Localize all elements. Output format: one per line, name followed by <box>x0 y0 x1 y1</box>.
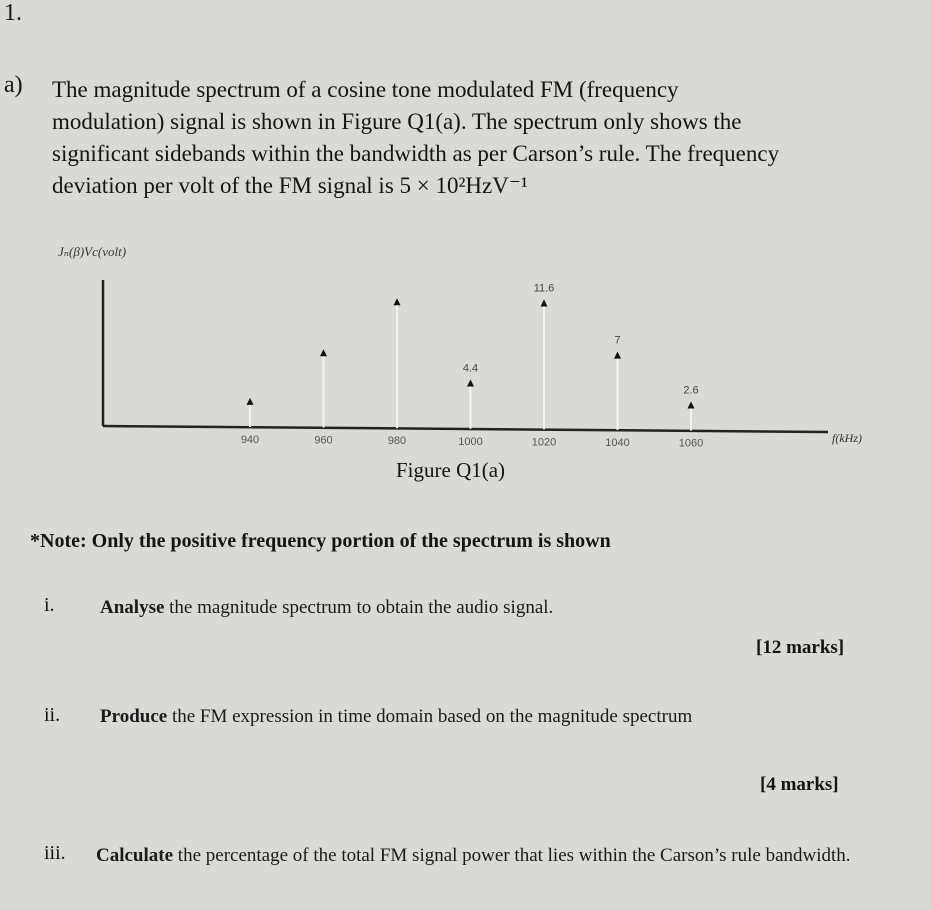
data-label: 2.6 <box>683 384 699 397</box>
subpart-marks: [4 marks] <box>760 774 839 795</box>
spectrum-arrowhead <box>467 380 474 387</box>
spectrum-arrowhead <box>614 352 621 359</box>
data-label: 7 <box>614 334 621 347</box>
x-tick-label: 960 <box>314 434 333 447</box>
x-tick-label: 1000 <box>458 435 483 448</box>
subpart-body: the percentage of the total FM signal power that lies within the Carson’s rule bandwidth. <box>173 845 851 866</box>
data-label: 4.4 <box>462 362 479 375</box>
subpart-verb: Calculate <box>96 845 174 866</box>
subpart-marks: [12 marks] <box>756 637 845 658</box>
spectrum-arrowhead <box>320 349 327 356</box>
x-axis <box>103 426 828 432</box>
intro-line: deviation per volt of the FM signal is 5 × 10²HzV⁻¹ <box>52 173 528 198</box>
x-tick-label: 1040 <box>605 437 630 449</box>
question-number: 1. <box>4 0 22 26</box>
data-label: 11.6 <box>533 282 555 295</box>
intro-line: The magnitude spectrum of a cosine tone modulated FM (frequency <box>52 77 679 102</box>
subpart-verb: Analyse <box>100 597 165 618</box>
subpart-body: the FM expression in time domain based on the magnitude spectrum <box>167 706 693 727</box>
intro-line: modulation) signal is shown in Figure Q1(a). The spectrum only shows the <box>52 109 742 134</box>
spectrum-arrowhead <box>541 299 548 306</box>
x-tick-label: 1060 <box>678 437 704 450</box>
x-tick-label: 940 <box>240 434 260 446</box>
spectrum-chart <box>0 260 931 460</box>
part-label: a) <box>4 72 23 98</box>
subpart-verb: Produce <box>100 706 168 727</box>
subpart-body: the magnitude spectrum to obtain the audio signal. <box>164 597 554 618</box>
spectrum-arrowhead <box>394 298 401 305</box>
subpart-number: ii. <box>44 704 61 726</box>
subpart-text <box>100 595 880 621</box>
figure-caption: Figure Q1(a) <box>396 458 506 482</box>
spectrum-arrowhead <box>247 398 254 405</box>
subpart-number: i. <box>44 594 55 616</box>
spectrum-arrowhead <box>688 401 695 408</box>
x-tick-label: 980 <box>387 435 407 448</box>
x-axis-label: f(kHz) <box>832 431 862 445</box>
subpart-number: iii. <box>44 842 66 864</box>
subpart-text <box>100 704 875 730</box>
subpart-text <box>96 843 876 869</box>
x-tick-label: 1020 <box>531 436 557 449</box>
y-axis-label: Jₙ(β)Vc(volt) <box>58 244 127 259</box>
question-intro <box>52 74 880 202</box>
intro-line: significant sidebands within the bandwidth as per Carson’s rule. The frequency <box>52 141 780 166</box>
figure-note: *Note: Only the positive frequency portion of the spectrum is shown <box>30 530 611 552</box>
